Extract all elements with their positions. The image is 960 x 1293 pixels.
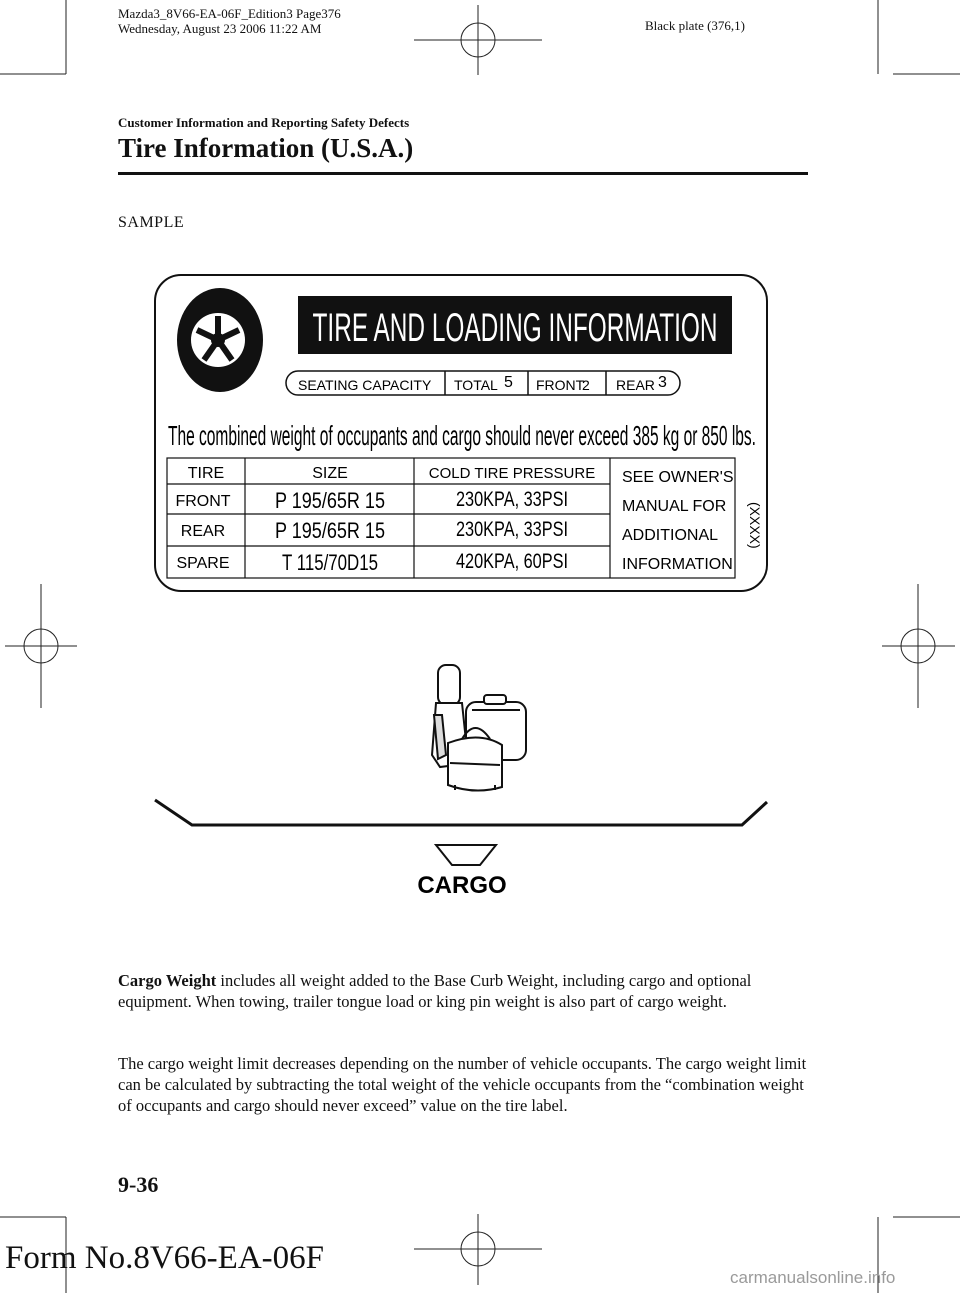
header-tire: TIRE — [187, 465, 225, 482]
cargo-bracket — [155, 800, 767, 825]
row-spare-tire: SPARE — [176, 555, 230, 572]
note-line-4: INFORMATION — [622, 556, 733, 573]
note-line-1: SEE OWNER'S — [622, 469, 734, 486]
seating-capacity-label: SEATING CAPACITY — [298, 377, 432, 393]
page-number: 9-36 — [118, 1172, 159, 1197]
title-rule — [118, 172, 808, 175]
row-spare-size: T 115/70D15 — [282, 550, 378, 575]
combined-weight-statement: The combined weight of occupants and cargo should never exceed 385 kg or 850 lbs. — [168, 420, 756, 451]
tire-icon — [177, 288, 263, 392]
cargo-limit-paragraph: The cargo weight limit decreases depending on the number of vehicle occupants. The cargo weight limit can be calculated by subtracting the total weight of the vehicle occupants from the “combination weight of occupants and cargo should never exceed” value on the tire label. — [118, 1054, 807, 1115]
page-title: Tire Information (U.S.A.) — [118, 133, 414, 163]
seating-front-label: FRONT — [536, 377, 585, 393]
seating-total-value: 5 — [504, 374, 513, 391]
sample-label: SAMPLE — [118, 214, 185, 231]
seating-rear-value: 3 — [658, 374, 667, 391]
row-rear-size: P 195/65R 15 — [275, 518, 385, 543]
down-arrow-icon — [436, 845, 496, 865]
note-line-3: ADDITIONAL — [622, 527, 719, 544]
note-line-2: MANUAL FOR — [622, 498, 727, 515]
print-date-line: Wednesday, August 23 2006 11:22 AM — [118, 21, 322, 36]
watermark: carmanualsonline.info — [730, 1268, 896, 1287]
cargo-weight-term: Cargo Weight — [118, 971, 217, 990]
row-spare-pressure: 420KPA, 60PSI — [456, 550, 568, 573]
row-rear-tire: REAR — [180, 523, 226, 540]
cargo-weight-paragraph — [118, 970, 818, 1012]
section-heading: Customer Information and Reporting Safety Defects — [118, 115, 410, 130]
cargo-label: CARGO — [417, 872, 507, 899]
row-front-size: P 195/65R 15 — [275, 488, 385, 513]
placard-title: TIRE AND LOADING INFORMATION — [312, 306, 718, 350]
print-file-line: Mazda3_8V66-EA-06F_Edition3 Page376 — [118, 6, 341, 21]
row-rear-pressure: 230KPA, 33PSI — [456, 518, 568, 541]
print-metadata — [118, 6, 341, 36]
form-number: Form No.8V66-EA-06F — [5, 1240, 324, 1276]
seating-front-value: 2 — [582, 377, 590, 393]
cargo-weight-definition: includes all weight added to the Base Curb Weight, including cargo and optional equipment. When towing, trailer tongue load or king pin weight is also part of cargo weight. — [118, 971, 752, 1011]
header-pressure: COLD TIRE PRESSURE — [428, 465, 596, 482]
seating-total-label: TOTAL — [454, 377, 498, 393]
row-front-tire: FRONT — [175, 493, 231, 510]
seating-rear-label: REAR — [616, 377, 655, 393]
cargo-illustration — [150, 655, 772, 899]
placard-code: (XXXX) — [747, 502, 763, 549]
row-front-pressure: 230KPA, 33PSI — [456, 488, 568, 511]
header-size: SIZE — [312, 465, 348, 482]
tire-placard — [150, 270, 772, 596]
plate-label: Black plate (376,1) — [645, 18, 745, 33]
